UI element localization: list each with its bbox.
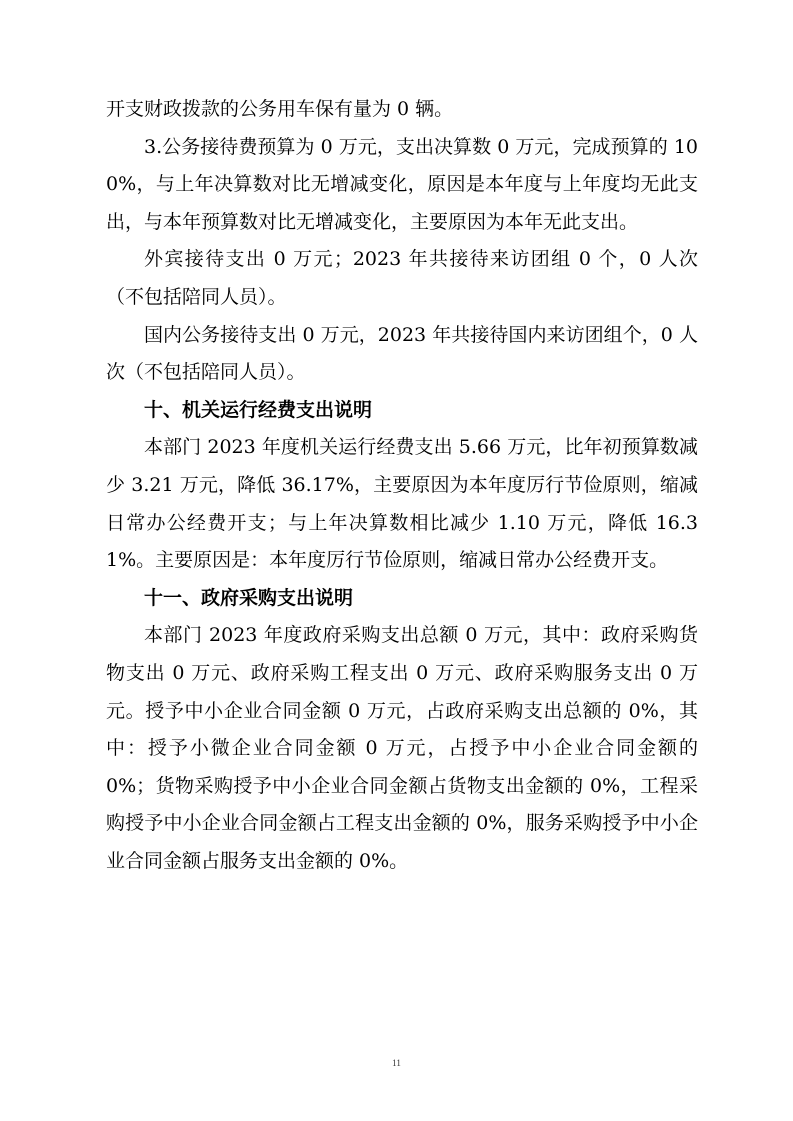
paragraph-domestic-reception: 国内公务接待支出 0 万元，2023 年共接待国内来访团组个，0 人次（不包括陪同人员）。 [106, 323, 698, 384]
paragraph-reception-budget: 3.公务接待费预算为 0 万元，支出决算数 0 万元，完成预算的 100%，与上年决算数对比无增减变化，原因是本年度与上年度均无此支出，与本年预算数对比无增减变化，主要原因为本年无此支出。 [106, 135, 698, 233]
paragraph-vehicle-count: 开支财政拨款的公务用车保有量为 0 辆。 [106, 98, 454, 120]
section-heading-government-procurement: 十一、政府采购支出说明 [144, 586, 354, 609]
page-number: 11 [392, 1058, 401, 1068]
paragraph-operating-expenses: 本部门 2023 年度机关运行经费支出 5.66 万元，比年初预算数减少 3.21 万元，降低 36.17%，主要原因为本年度厉行节俭原则，缩减日常办公经费开支；与上年决算数相比减少 1.10 万元，降低 16.31%。主要原因是：本年度厉行节俭原则，缩减日常办公经费开支。 [106, 436, 698, 572]
document-body [106, 91, 698, 880]
paragraph-government-procurement: 本部门 2023 年度政府采购支出总额 0 万元，其中：政府采购货物支出 0 万元、政府采购工程支出 0 万元、政府采购服务支出 0 万元。授予中小企业合同金额 0 万元，占政府采购支出总额的 0%，其中：授予小微企业合同金额 0 万元，占授予中小企业合同金额的 0%；货物采购授予中小企业合同金额占货物支出金额的 0%，工程采购授予中小企业合同金额占工程支出金额的 0%，服务采购授予中小企业合同金额占服务支出金额的 0%。 [106, 624, 698, 872]
paragraph-foreign-reception: 外宾接待支出 0 万元；2023 年共接待来访团组 0 个，0 人次（不包括陪同人员）。 [106, 248, 698, 308]
section-heading-operating-expenses: 十、机关运行经费支出说明 [144, 398, 373, 421]
